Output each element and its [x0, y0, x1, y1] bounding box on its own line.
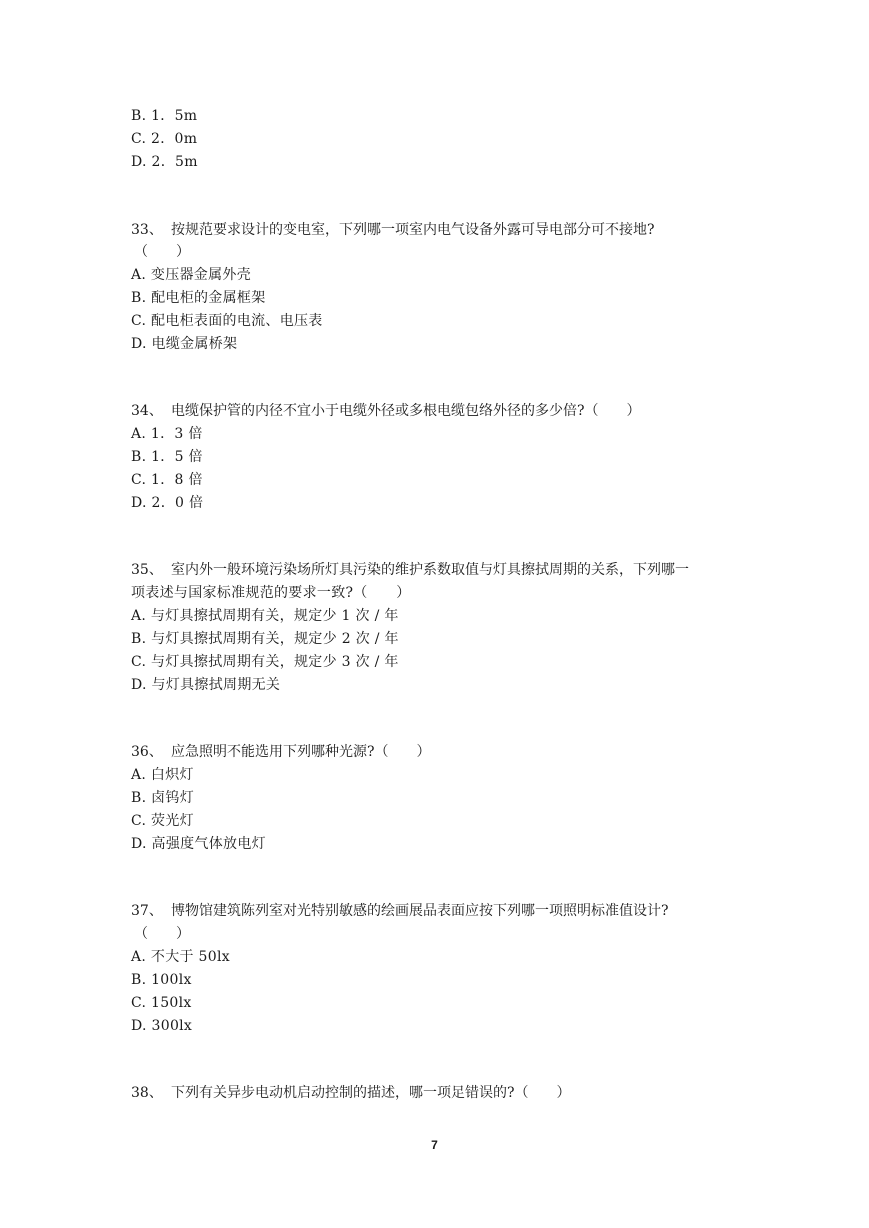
- question-33-option-d: D. 电缆金属桥架: [131, 336, 238, 352]
- question-text: 按规范要求设计的变电室，下列哪一项室内电气设备外露可导电部分可不接地?: [171, 222, 655, 238]
- question-37-option-a: A. 不大于 50lx: [131, 949, 230, 965]
- question-34-title: [131, 400, 641, 422]
- question-text: 下列有关异步电动机启动控制的描述，哪一项足错误的?（ ）: [171, 1085, 571, 1101]
- question-number: 33、: [131, 222, 163, 238]
- question-35-option-b: B. 与灯具擦拭周期有关，规定少 2 次 / 年: [131, 631, 399, 647]
- question-33-title: [131, 219, 655, 241]
- question-35-title-line2: 项表述与国家标准规范的要求一致?（ ）: [131, 585, 411, 601]
- question-37-option-d: D. 300lx: [131, 1018, 193, 1034]
- question-number: 34、: [131, 403, 163, 419]
- question-36-option-c: C. 荧光灯: [131, 813, 194, 829]
- question-35-option-a: A. 与灯具擦拭周期有关，规定少 1 次 / 年: [131, 608, 399, 624]
- option-c-prev: C. 2．0m: [131, 131, 198, 147]
- question-35-title: [131, 559, 689, 581]
- question-number: 36、: [131, 744, 163, 760]
- question-33-answer-blank: （ ）: [134, 244, 190, 260]
- question-text: 应急照明不能选用下列哪种光源?（ ）: [171, 744, 431, 760]
- question-33-option-c: C. 配电柜表面的电流、电压表: [131, 313, 323, 329]
- question-37-option-c: C. 150lx: [131, 995, 192, 1011]
- question-number: 37、: [131, 903, 163, 919]
- question-36-option-d: D. 高强度气体放电灯: [131, 836, 266, 852]
- question-34-option-b: B. 1．5 倍: [131, 449, 203, 465]
- question-33-option-a: A. 变压器金属外壳: [131, 267, 252, 283]
- question-38-title: [131, 1082, 571, 1104]
- question-text: 电缆保护管的内径不宜小于电缆外径或多根电缆包络外径的多少倍?（ ）: [171, 403, 641, 419]
- question-number: 38、: [131, 1085, 163, 1101]
- question-34-option-d: D. 2．0 倍: [131, 495, 204, 511]
- question-35-option-d: D. 与灯具擦拭周期无关: [131, 677, 281, 693]
- question-34-option-a: A. 1．3 倍: [131, 426, 203, 442]
- question-number: 35、: [131, 562, 163, 578]
- question-36-option-a: A. 白炽灯: [131, 767, 194, 783]
- question-text: 博物馆建筑陈列室对光特别敏感的绘画展品表面应按下列哪一项照明标准值设计?: [171, 903, 669, 919]
- question-36-option-b: B. 卤钨灯: [131, 790, 194, 806]
- question-35-option-c: C. 与灯具擦拭周期有关，规定少 3 次 / 年: [131, 654, 399, 670]
- option-b-prev: B. 1．5m: [131, 108, 198, 124]
- question-37-title: [131, 900, 669, 922]
- question-34-option-c: C. 1．8 倍: [131, 472, 203, 488]
- option-d-prev: D. 2．5m: [131, 154, 198, 170]
- question-36-title: [131, 741, 431, 763]
- question-text: 室内外一般环境污染场所灯具污染的维护系数取值与灯具擦拭周期的关系，下列哪一: [171, 562, 689, 578]
- page-number: 7: [431, 1138, 438, 1152]
- question-37-answer-blank: （ ）: [134, 926, 190, 942]
- question-37-option-b: B. 100lx: [131, 972, 192, 988]
- question-33-option-b: B. 配电柜的金属框架: [131, 290, 266, 306]
